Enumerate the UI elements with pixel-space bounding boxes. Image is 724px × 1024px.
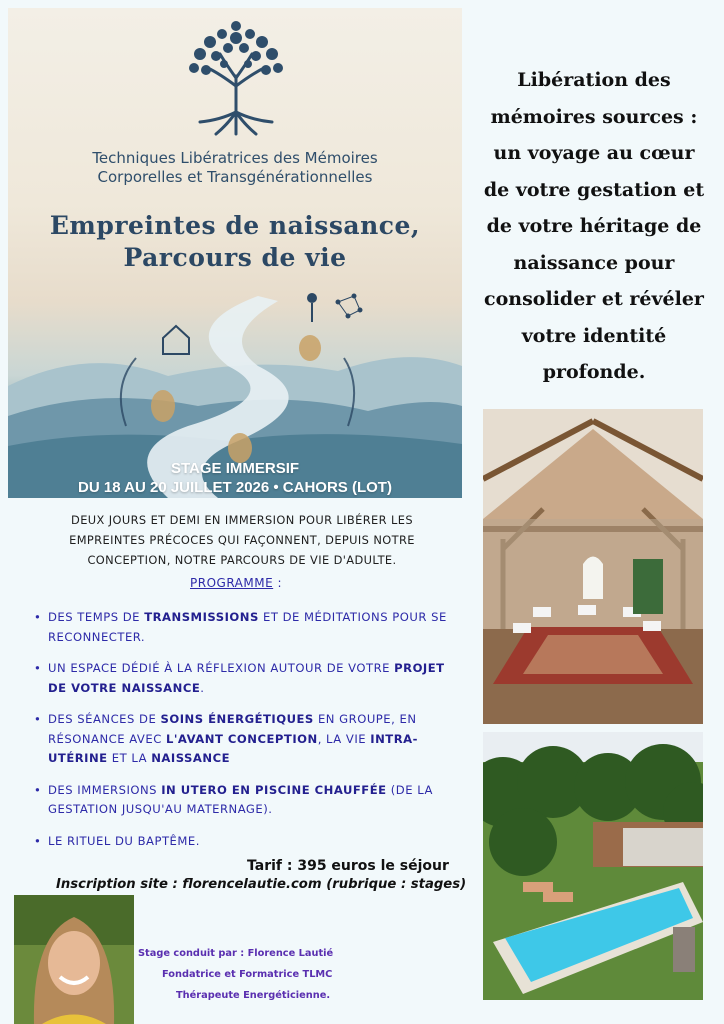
- item-text: .: [200, 680, 205, 695]
- item-text: (DE LA GESTATION JUSQU'AU MATERNAGE).: [48, 782, 433, 816]
- item-bold: INTRA-UTÉRINE: [48, 731, 418, 765]
- tree-of-life-icon: [180, 16, 292, 138]
- item-text: LE RITUEL DU BAPTÊME.: [48, 833, 200, 848]
- item-text: DES SÉANCES DE: [48, 712, 161, 726]
- credit-line1: Stage conduit par : Florence Lautié: [138, 948, 334, 959]
- programme-list: [34, 608, 464, 851]
- programme-item: [34, 608, 464, 647]
- intro-line: EMPREINTES PRÉCOCES QUI FAÇONNENT, DEPUIS NOTRE: [69, 533, 415, 547]
- item-text: , LA VIE: [317, 731, 371, 746]
- headline-line: Libération des: [517, 69, 671, 91]
- stage-dates: DU 18 AU 20 JUILLET 2026 • CAHORS (LOT): [78, 479, 392, 496]
- facilitator-portrait: [14, 895, 134, 1024]
- poster-title-line1: Empreintes de naissance,: [49, 211, 421, 240]
- poster-title-line2: Parcours de vie: [123, 243, 347, 272]
- programme-heading-colon: :: [273, 576, 283, 590]
- flower-icon: [307, 293, 317, 322]
- programme-item: [34, 659, 464, 698]
- house-icon: [163, 326, 189, 354]
- headline-line: un voyage au cœur: [493, 142, 695, 164]
- item-bold: IN UTERO EN PISCINE CHAUFFÉE: [161, 782, 387, 797]
- item-bold: PROJET DE VOTRE NAISSANCE: [48, 661, 445, 695]
- credit-line2: Fondatrice et Formatrice TLMC: [162, 969, 333, 980]
- intro-line: CONCEPTION, NOTRE PARCOURS DE VIE D'ADULTE.: [87, 553, 397, 567]
- item-bold: SOINS ÉNERGÉTIQUES: [160, 712, 314, 726]
- programme-heading-text: PROGRAMME: [190, 576, 274, 590]
- headline-line: consolider et révéler: [484, 288, 704, 310]
- item-bold: L'AVANT CONCEPTION: [165, 731, 318, 746]
- constellation-icon: [336, 294, 362, 318]
- poster-subtitle-line2: Corporelles et Transgénérationnelles: [97, 168, 373, 186]
- price: Tarif : 395 euros le séjour: [247, 858, 449, 874]
- headline-line: votre identité: [521, 324, 667, 347]
- item-text: DES IMMERSIONS: [48, 782, 162, 797]
- item-text: ET LA: [107, 751, 152, 765]
- headline: [474, 62, 714, 391]
- item-bold: TRANSMISSIONS: [144, 610, 259, 624]
- hand-icon: [299, 335, 321, 361]
- credit-line3: Thérapeute Energéticienne.: [176, 990, 331, 1001]
- venue-pool-photo: [483, 732, 703, 1000]
- programme-item: [34, 710, 464, 769]
- headline-line: mémoires sources :: [490, 105, 698, 128]
- programme-item: [34, 781, 464, 820]
- headline-line: de votre gestation et: [483, 178, 705, 201]
- programme-heading: [190, 576, 282, 590]
- intro-paragraph: [14, 510, 470, 570]
- item-text: DES TEMPS DE: [48, 610, 145, 624]
- headline-line: profonde.: [542, 361, 646, 383]
- headline-line: naissance pour: [513, 251, 675, 274]
- item-text: EN GROUPE, EN RÉSONANCE AVEC: [48, 712, 417, 746]
- inscription-info: Inscription site : florencelautie.com (rubrique : stages): [56, 877, 467, 892]
- intro-line: DEUX JOURS ET DEMI EN IMMERSION POUR LIBÉRER LES: [71, 513, 413, 527]
- item-text: ET DE MÉDITATIONS POUR SE RECONNECTER.: [48, 610, 447, 644]
- item-text: UN ESPACE DÉDIÉ À LA RÉFLEXION AUTOUR DE VOTRE: [48, 661, 395, 675]
- item-bold: NAISSANCE: [151, 751, 231, 765]
- poster-subtitle-line1: Techniques Libératrices des Mémoires: [92, 149, 378, 167]
- headline-line: de votre héritage de: [486, 215, 702, 237]
- stage-type: STAGE IMMERSIF: [170, 460, 300, 477]
- poster-image: [8, 8, 462, 498]
- programme-item: [34, 832, 464, 852]
- venue-interior-photo: [483, 409, 703, 724]
